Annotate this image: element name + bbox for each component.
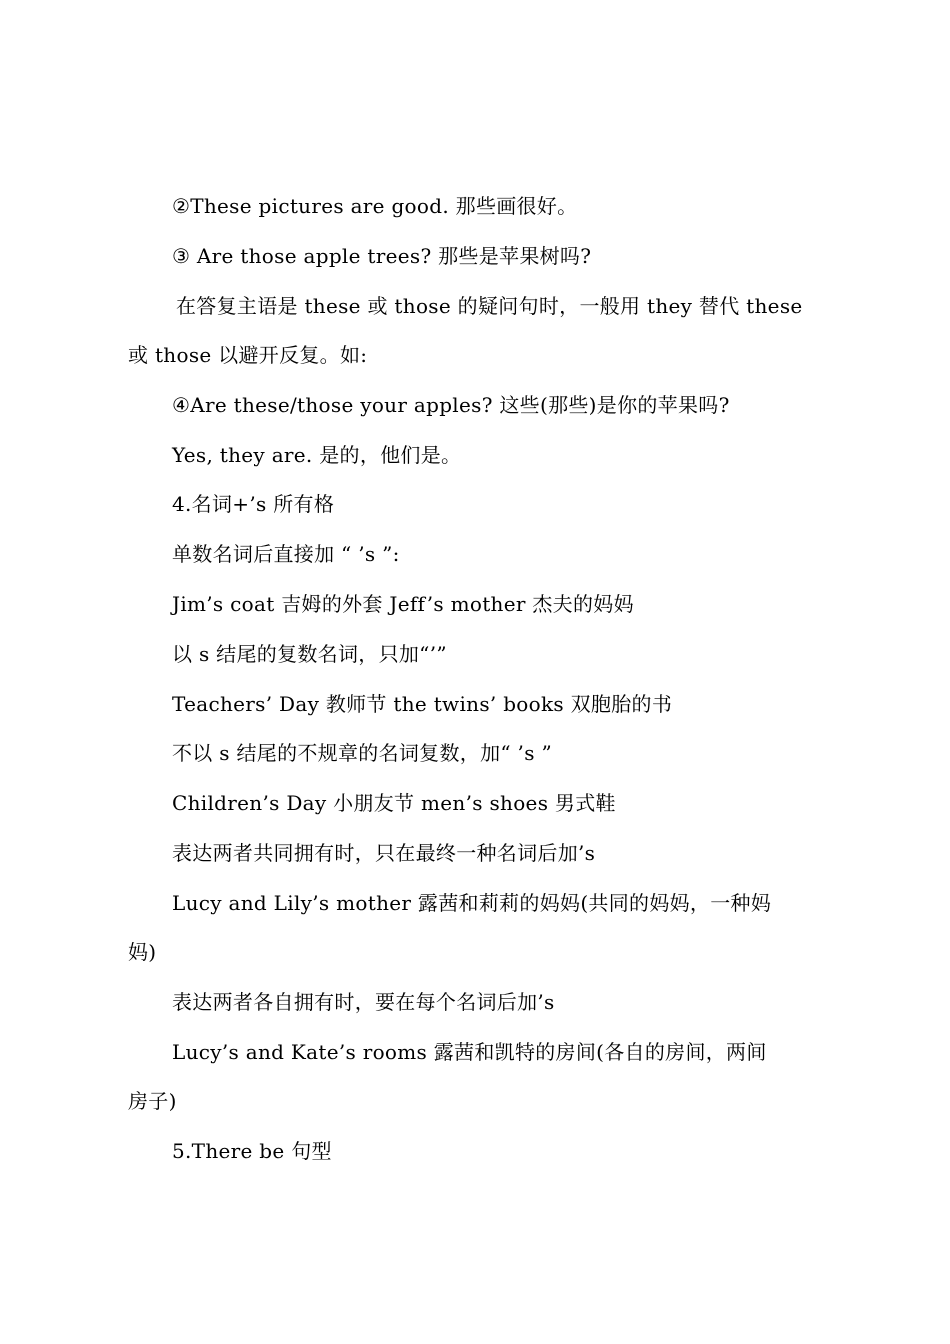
section-heading-there-be: 5.There be 句型 [172, 1139, 332, 1163]
example-plural-s: Teachers’ Day 教师节 the twins’ books 双胞胎的书 [172, 692, 673, 716]
example-irregular-plural: Children’s Day 小朋友节 men’s shoes 男式鞋 [172, 791, 616, 815]
rule-singular: 单数名词后直接加 “ ’s ”: [172, 542, 400, 566]
example-3: ③ Are those apple trees? 那些是苹果树吗? [172, 244, 592, 268]
rule-plural-s: 以 s 结尾的复数名词，只加“’” [172, 642, 447, 666]
rule-answer-line-2: 或 those 以避开反复。如: [128, 343, 368, 367]
rule-irregular-plural: 不以 s 结尾的不规章的名词复数，加“ ’s ” [172, 741, 552, 765]
rule-answer-line-1: 在答复主语是 these 或 those 的疑问句时，一般用 they 替代 these [176, 294, 803, 318]
example-separate-line-1: Lucy’s and Kate’s rooms 露茜和凯特的房间(各自的房间，两间 [172, 1040, 767, 1064]
example-joint-line-1: Lucy and Lily’s mother 露茜和莉莉的妈妈(共同的妈妈，一种妈 [172, 891, 772, 915]
rule-joint-possession: 表达两者共同拥有时，只在最终一种名词后加’s [172, 841, 596, 865]
example-4-answer: Yes, they are. 是的，他们是。 [172, 443, 462, 467]
example-separate-line-2: 房子) [128, 1089, 177, 1113]
example-2: ②These pictures are good. 那些画很好。 [172, 194, 578, 218]
rule-separate-possession: 表达两者各自拥有时，要在每个名词后加’s [172, 990, 555, 1014]
example-joint-line-2: 妈) [128, 940, 157, 964]
example-singular: Jim’s coat 吉姆的外套 Jeff’s mother 杰夫的妈妈 [172, 592, 634, 616]
section-heading-possessive: 4.名词+’s 所有格 [172, 492, 335, 516]
example-4: ④Are these/those your apples? 这些(那些)是你的苹果吗? [172, 393, 730, 417]
